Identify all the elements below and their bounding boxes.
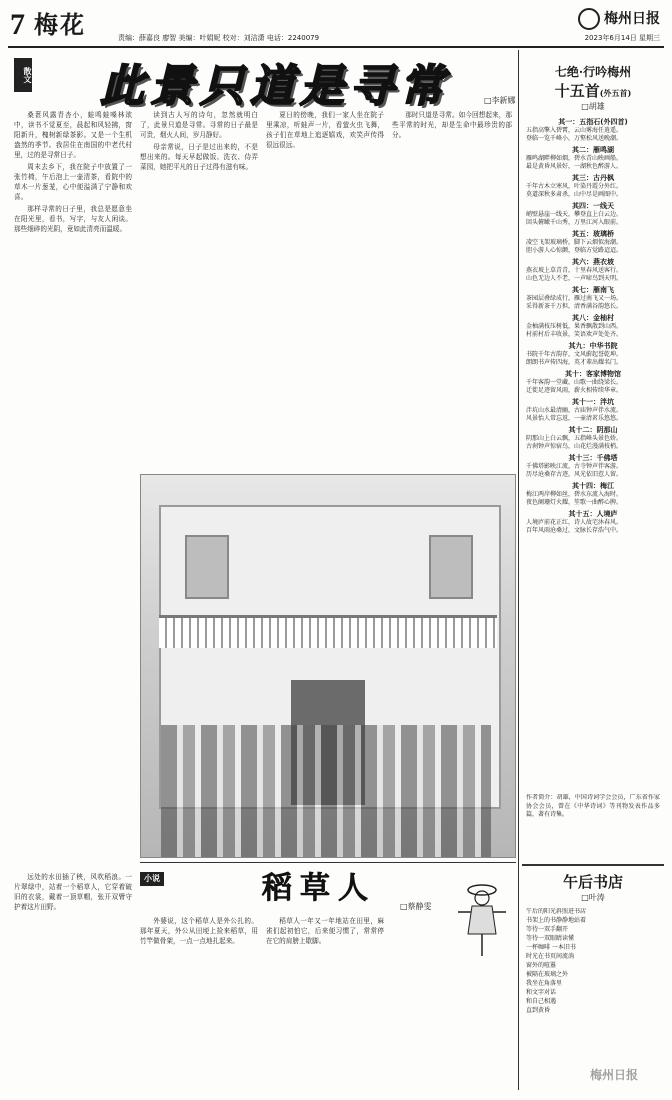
- novel-column-1: [14, 872, 132, 1094]
- poem-line: 迁徙足迹留风雨，薪火相传续华章。: [526, 387, 623, 394]
- poem-line: 我坐在角落里: [526, 980, 563, 987]
- poem-line: 千佛塔影映江流，古寺钟声伴客游。: [526, 463, 623, 470]
- poem-line: 千年客韵一堂藏，山歌一曲绕梁长。: [526, 379, 623, 386]
- poem-line: 等待一双手翻开: [526, 926, 569, 933]
- poem-title: 其十四：梅江: [572, 482, 614, 490]
- poem-line: 回头俯瞰千山秀，万里江河入眼前。: [526, 219, 623, 226]
- poem-line: 金柚满枝压树低，果香飘散到山西。: [526, 323, 623, 330]
- poem-item: [526, 510, 660, 535]
- top-rule: [8, 46, 664, 48]
- essay-paragraph: 那时只道是寻常。如今回想起来，那些平常的时光，却是生命中最珍贵的部分。: [392, 111, 512, 139]
- poem-line: 被隔在玻璃之外: [526, 971, 569, 978]
- poem-item: [526, 118, 660, 143]
- poem-author: □胡雄: [581, 102, 605, 111]
- poem-line: 和自己相遇: [526, 998, 557, 1005]
- poem-line: 胆小游人心惊颤，登临方觉路迢迢。: [526, 247, 623, 254]
- poem-title: 其十二：阴那山: [568, 426, 618, 434]
- poem-line: 夜色阑珊灯火耀，笙歌一曲醉心脾。: [526, 499, 623, 506]
- modern-poem-title: 午后书店: [562, 873, 623, 891]
- novel-tag: 小说: [140, 872, 164, 886]
- author-bio: 作者简介：胡雄，中国诗词学会会员，广东省作家协会会员，曾在《中华诗词》等刊物发表作品多篇，著有诗集。: [526, 794, 660, 818]
- dateline: 2023年6月14日 星期三: [584, 34, 660, 42]
- poem-line: 山色无边人不老，一声啼鸟到天明。: [526, 275, 623, 282]
- poem-item: [526, 174, 660, 199]
- poem-line: 千年古木立寒风，叶染丹霞分外红。: [526, 183, 623, 190]
- poem-title: 其八：金柚村: [572, 314, 614, 322]
- modern-poem-text: [526, 908, 660, 1094]
- poem-line: 等待一双眼睛读懂: [526, 935, 575, 942]
- poem-count-note: (外五首): [599, 88, 632, 98]
- essay-paragraph: 读到古人写的诗句，忽然就明白了，此景只道是寻常。寻常的日子最是可贵，烟火人间，岁月静好。: [140, 111, 258, 139]
- watermark: 梅州日报: [590, 1068, 639, 1082]
- poem-line: 书架上的书静静地站着: [526, 917, 587, 924]
- poem-line: 一杯咖啡 一本旧书: [526, 944, 576, 951]
- story-divider: [140, 862, 516, 863]
- poem-line: 阴那山上白云飘，五指峰头景色娇。: [526, 435, 623, 442]
- poem-item: [526, 286, 660, 311]
- poem-count: 十五首: [554, 82, 600, 100]
- poem-line: 登临一览千峰小，万壑松风送晚潮。: [526, 135, 623, 142]
- essay-headline: 此景只道是寻常: [100, 61, 450, 112]
- poem-line: 历尽沧桑存古迹，风光依旧惹人留。: [526, 471, 623, 478]
- poem-title: 其十五：人境庐: [568, 510, 618, 518]
- poem-title: 其十一：泮坑: [572, 398, 614, 406]
- poem-line: 最是黄昏风景好，一湖秋色醉游人。: [526, 163, 623, 170]
- poem-line: 午后的阳光斜照进书店: [526, 908, 587, 915]
- poem-item: [526, 258, 660, 283]
- poem-title: 其十三：千佛塔: [568, 454, 618, 462]
- sidebar-divider: [518, 50, 519, 1090]
- logo-seal-icon: [578, 8, 600, 30]
- essay-paragraph: 夏日的傍晚，我们一家人坐在院子里乘凉，听蛙声一片，看萤火虫飞舞，孩子们在草地上追逐嬉戏，欢笑声传得很远很远。: [266, 111, 384, 149]
- poem-line: 直到黄昏: [526, 1007, 551, 1014]
- poem-item: [526, 202, 660, 227]
- sidebar-rule: [522, 864, 664, 866]
- poem-line: 凌空飞架玻璃桥，脚下云烟似海潮。: [526, 239, 623, 246]
- poem-title: 其七：雁南飞: [572, 286, 614, 294]
- novel-headline: 稻草人: [262, 871, 376, 906]
- poem-item: [526, 454, 660, 479]
- essay-column-4: [392, 110, 512, 466]
- poem-line: 梅江两岸柳如丝，碧水东流入海时。: [526, 491, 623, 498]
- essay-column-2: [140, 110, 258, 466]
- essay-byline: □李新娜: [484, 96, 516, 105]
- essay-column-3: [266, 110, 384, 466]
- essay-paragraph: 桑葚风露青杏小，蛙鸣蛙嗓林欲中，读书不觉夏至，晨起和风轻拂，窗阳新升，槐树新绿茶影。又是一个生机盎然的季节。我居住在南国的中老代村里，过的是寻常日子。: [14, 111, 132, 159]
- scarecrow-illustration: [454, 876, 510, 956]
- newspaper-name: 梅州日报: [604, 11, 660, 27]
- poem-item: [526, 342, 660, 367]
- people-group-shape: [161, 725, 491, 857]
- novel-paragraph: 远处的水田插了秧，风吹稻浪。一片翠绿中，站着一个稻草人，它穿着破旧的衣裳，戴着一顶草帽，张开双臂守护着这片田野。: [14, 873, 132, 911]
- section-title: 梅花: [34, 10, 86, 39]
- novel-byline: □蔡静雯: [400, 902, 432, 911]
- poem-series-title: 七绝·行吟梅州: [554, 65, 632, 79]
- modern-poem-author: □叶涛: [581, 893, 605, 902]
- poem-item: [526, 230, 660, 255]
- poem-line: 朗朗书声传四海，英才辈出耀名门。: [526, 359, 623, 366]
- poem-title: 其二：雁鸣湖: [572, 146, 614, 154]
- poem-line: 人境庐前花正红，诗人故宅沐春风。: [526, 519, 623, 526]
- novel-paragraph: 外婆说，这个稻草人是外公扎的。那年夏天，外公从田埂上捡来稻草，用竹竿做骨架，一点一点地扎起来。: [140, 917, 258, 945]
- balcony-shape: [159, 615, 497, 648]
- window-shape: [185, 535, 229, 599]
- poem-line: 采得新茶千万担，清香满谷韵悠长。: [526, 303, 623, 310]
- poem-line: 五指高擎入碧霄，云山雾海任逍遥。: [526, 127, 623, 134]
- poem-line: 雁鸣湖畔柳如烟，碧水青山映画船。: [526, 155, 623, 162]
- poem-title: 其十：客家博物馆: [565, 370, 621, 378]
- poem-item: [526, 146, 660, 171]
- essay-paragraph: 母亲常说，日子是过出来的，不是想出来的。每天早起做饭、洗衣、侍弄菜园，她把平凡的日子过得有滋有味。: [140, 143, 258, 171]
- poem-line: 窗外的喧嚣: [526, 962, 557, 969]
- essay-paragraph: 周末去乡下，我在院子中放置了一张竹椅，午后泡上一壶清茶，看院中的草木一片葱茏，心中便溢满了宁静和欢喜。: [14, 163, 132, 201]
- essay-column-1: [14, 110, 132, 850]
- newspaper-logo: [578, 8, 660, 30]
- poem-line: 古刹钟声惊宿鸟，山花烂漫满枝梢。: [526, 443, 623, 450]
- poem-title: 其五：玻璃桥: [572, 230, 614, 238]
- poem-line: 风景怡人常忘返，一壶清茗乐悠悠。: [526, 415, 623, 422]
- poem-item: [526, 314, 660, 339]
- poem-item: [526, 482, 660, 507]
- novel-column-2: [140, 916, 258, 1094]
- page-number: 7: [10, 8, 25, 41]
- essay-tag: 散文: [14, 58, 32, 92]
- essay-paragraph: 那样寻常的日子里，我总是愿意坐在阳光里，看书，写字，与友人闲谈。那些细碎的光阴，竟如此清亮而温暖。: [14, 205, 132, 233]
- poem-line: 村前村后丰收景，笑语欢声处处齐。: [526, 331, 623, 338]
- poem-item: [526, 426, 660, 451]
- poem-title: 其六：燕衣坡: [572, 258, 614, 266]
- group-photo: [140, 474, 516, 858]
- poem-line: 茶园层叠绿成行，雁过南飞又一场。: [526, 295, 623, 302]
- editor-credits: 责编：薛嘉良 廖智 美编：叶娟妮 校对：刘洁潇 电话：2240079: [118, 34, 320, 42]
- novel-paragraph: 稻草人一年又一年地站在田里，麻雀们起初怕它，后来便习惯了，常常停在它的肩膀上歇脚。: [266, 917, 384, 945]
- novel-column-3: [266, 916, 384, 1094]
- poem-line: 时光在书页间流淌: [526, 953, 575, 960]
- poem-title: 其一：五指石(外四首): [558, 118, 628, 126]
- poem-title: 其三：古丹枫: [572, 174, 614, 182]
- poem-line: 和文字对话: [526, 989, 557, 996]
- poem-line: 泮坑山水最清幽，古庙钟声伴水流。: [526, 407, 623, 414]
- poem-item: [526, 370, 660, 395]
- poem-title: 其四：一线天: [572, 202, 614, 210]
- poem-line: 燕衣坡上草青青，十里春风送客行。: [526, 267, 623, 274]
- poem-line: 百年风雨沧桑过，文脉长存浩气中。: [526, 527, 623, 534]
- poem-line: 莫道深秋多肃杀，山中尽是画图中。: [526, 191, 623, 198]
- poem-line: 书院千年古韵存，文风蔚起誉乾坤。: [526, 351, 623, 358]
- poem-line: 峭壁悬崖一线天，攀登直上白云边。: [526, 211, 623, 218]
- poem-title: 其九：中华书院: [568, 342, 618, 350]
- masthead: [8, 6, 664, 46]
- window-shape: [429, 535, 473, 599]
- poem-item: [526, 398, 660, 423]
- poem-series-subtitle: [522, 82, 664, 102]
- poem-list: [526, 118, 660, 790]
